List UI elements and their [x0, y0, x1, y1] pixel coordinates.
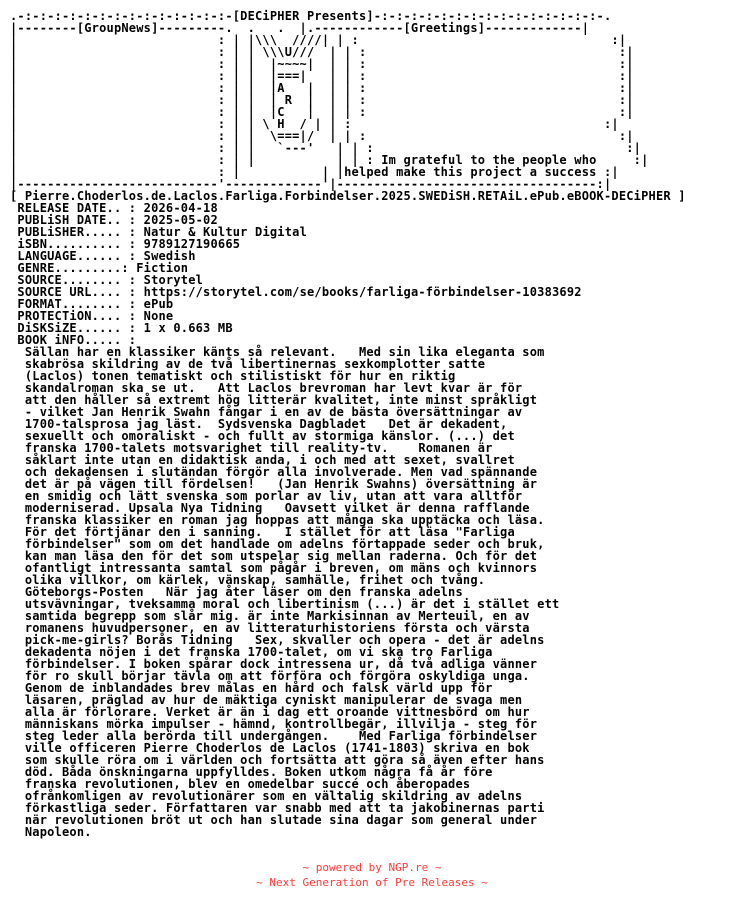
book-info-line: en smidig och lätt svenska som porlar av liv, utan att vara alltför: [10, 489, 523, 503]
book-info-line: ofantligt intressanta samtal som pågår i breven, om mäns och kvinnors: [10, 561, 538, 575]
field-isbn: iSBN.......... : 9789127190665: [10, 237, 241, 251]
field-release-date: RELEASE DATE.. : 2026-04-18: [10, 201, 218, 215]
book-info-line: moderniserad. Upsala Nya Tidning Oavsett vilket är denna rafflande: [10, 501, 530, 515]
book-info-line: när revolutionen bröt ut och han slutade sina dagar som general under: [10, 813, 538, 827]
banner-box-line: | : | | |A | | | : :|: [10, 81, 634, 95]
book-info-line: dekadenta nöjen i det franska 1700-talet, om vi ska tro Farliga: [10, 645, 493, 659]
field-publish-date: PUBLiSH DATE.. : 2025-05-02: [10, 213, 218, 227]
book-info-text: [10, 345, 559, 839]
field-protection: PROTECTiON.... : None: [10, 309, 174, 323]
banner-box-line: | : | | |~~~~| | | : :|: [10, 57, 634, 71]
book-info-line: utsvävningar, tveksamma moral och libertinism (...) är det i stället ett: [10, 597, 560, 611]
book-info-line: läsaren, präglad av hur de mäktiga cyniskt manipulerar de svaga men: [10, 693, 523, 707]
banner-box-line: | : | | |===| | | : :|: [10, 69, 634, 83]
book-info-line: som skulle röra om i världen och fortsätta att göra så även efter hans: [10, 753, 545, 767]
book-info-line: förbindelser" som om det handlade om adelns förtappade seder och bruk,: [10, 537, 545, 551]
book-info-line: Napoleon.: [10, 825, 92, 839]
banner-box-line: |--------[GroupNews]---------. . . |.------------[Greetings]-------------|: [10, 21, 590, 35]
field-source-url: SOURCE URL.... : https://storytel.com/se/books/farliga-förbindelser-10383692: [10, 285, 582, 299]
book-info-line: förbindelser. I boken spårar dock intressena ur, då två adliga vänner: [10, 657, 538, 671]
book-info-line: ville officeren Pierre Choderlos de Laclos (1741-1803) skriva en bok: [10, 741, 530, 755]
book-info-line: kan man läsa den för det som utspelar sig mellan raderna. Och för det: [10, 549, 538, 563]
field-genre: GENRE.........: Fiction: [10, 261, 189, 275]
footer-tagline: ~ Next Generation of Pre Releases ~: [256, 876, 488, 889]
field-publisher: PUBLiSHER..... : Natur & Kultur Digital: [10, 225, 307, 239]
footer-powered-by: ~ powered by NGP.re ~: [302, 861, 442, 874]
book-info-line: alla är förlorare. Verket är än i dag ett oroande vittnesbörd om hur: [10, 705, 530, 719]
book-info-line: skandalroman ska se ut. Att Laclos brevroman har levt kvar är för: [10, 381, 523, 395]
book-info-line: samtida begrepp som slår mig. är inte Markisinnan av Merteuil, en av: [10, 609, 530, 623]
banner-box-line: | : | | `---' | | : :|: [10, 141, 642, 155]
book-info-line: franska 1700-talets motsvarighet till reality-tv. Romanen är: [10, 441, 493, 455]
book-info-line: pick-me-girls? Borås Tidning Sex, skvaller och opera - det är adelns: [10, 633, 545, 647]
footer: [0, 860, 744, 890]
banner-box-line: | : | | \ H / | | : :|: [10, 117, 619, 131]
field-language: LANGUAGE...... : Swedish: [10, 249, 196, 263]
book-info-line: - vilket Jan Henrik Swahn fångar i en av de bästa översättningar av: [10, 405, 523, 419]
book-info-line: ofrånkomligen av revolutionärer som en vältalig skildring av adelns: [10, 789, 523, 803]
banner-box-bottom: |---------------------------'-------------'|-----------------------------------:|: [10, 177, 612, 191]
book-info-line: sexuellt och omoraliskt - och fullt av stormiga känslor. (...) det: [10, 429, 515, 443]
field-source: SOURCE........ : Storytel: [10, 273, 204, 287]
book-info-line: olika villkor, om kärlek, vänskap, samhälle, frihet och tvång.: [10, 573, 486, 587]
book-info-line: att den håller så extremt hög litterär kvalitet, inte minst språkligt: [10, 393, 538, 407]
book-info-line: romanens huvudpersoner, en av litteraturhistoriens första och värsta: [10, 621, 530, 635]
banner-box-line: | : | | \===|/ | | : :|: [10, 129, 634, 143]
book-info-line: Göteborgs-Posten När jag åter läser om den franska adelns: [10, 585, 463, 599]
greetings-line: | : | | | | : Im grateful to the people who :|: [10, 153, 649, 167]
nfo-text: [10, 10, 686, 838]
book-info-line: för ro skull börjar tävla om att förföra och förgöra oskyldiga unga.: [10, 669, 530, 683]
book-info-line: det är på vägen till fördelsen! (Jan Henrik Swahns) översättning är: [10, 477, 538, 491]
book-info-line: franska revolutionen, blev en omedelbar succé och åberopades: [10, 777, 471, 791]
book-info-line: såklart inte utan en didaktisk anda, i och med att sexet, svallret: [10, 453, 515, 467]
book-info-line: (Laclos) tonen tematiskt och stilistiskt för hur en riktig: [10, 369, 456, 383]
book-info-line: Sällan har en klassiker känts så relevant. Med sin lika eleganta som: [10, 345, 545, 359]
field-disksize: DiSKSiZE...... : 1 x 0.663 MB: [10, 321, 233, 335]
book-info-line: För det förtjänar den i sanning. I stället för att läsa "Farliga: [10, 525, 515, 539]
book-info-line: och dekadensen i slutändan förgör alla involverade. Men vad spännande: [10, 465, 538, 479]
banner-box-line: | : | | | R | | | : :|: [10, 93, 634, 107]
book-info-line: människans mörka impulser - hämnd, kontrollbegär, illvilja - steg för: [10, 717, 538, 731]
book-info-line: Genom de inblandades brev målas en hård och falsk värld upp för: [10, 681, 493, 695]
book-info-line: skabrösa skildring av de två libertinernas sexkomplotter satte: [10, 357, 486, 371]
banner-box-line: | : | | \\\U/// | | : :|: [10, 45, 634, 59]
book-info-line: död. Båda önskningarna uppfylldes. Boken utkom några få år före: [10, 765, 493, 779]
release-name: [ Pierre.Choderlos.de.Laclos.Farliga.Forbindelser.2025.SWEDiSH.RETAiL.ePub.eBOOK-DECiPHER ]: [10, 189, 686, 203]
banner-box-line: | : | | |C | | | : :|: [10, 105, 634, 119]
banner-box-line: | : | |\\\ ////| | : :|: [10, 33, 627, 47]
greetings-line: | : | | |helped make this project a success :|: [10, 165, 619, 179]
field-book-info: BOOK iNFO..... :: [10, 333, 144, 347]
book-info-line: steg leder alla berörda till undergången. Med Farliga förbindelser: [10, 729, 538, 743]
book-info-line: förkastliga seder. Författaren var snabb med att ta jakobinernas parti: [10, 801, 545, 815]
banner-top: .-:-:-:-:-:-:-:-:-:-:-:-:-:-:-[DECiPHER Presents]-:-:-:-:-:-:-:-:-:-:-:-:-:-:-:-.: [10, 9, 612, 23]
book-info-line: 1700-talsprosa jag läst. Sydsvenska Dagbladet Det är dekadent,: [10, 417, 508, 431]
book-info-line: franska klassiker en roman jag hoppas att många ska upptäcka och läsa.: [10, 513, 545, 527]
field-format: FORMAT........ : ePub: [10, 297, 174, 311]
